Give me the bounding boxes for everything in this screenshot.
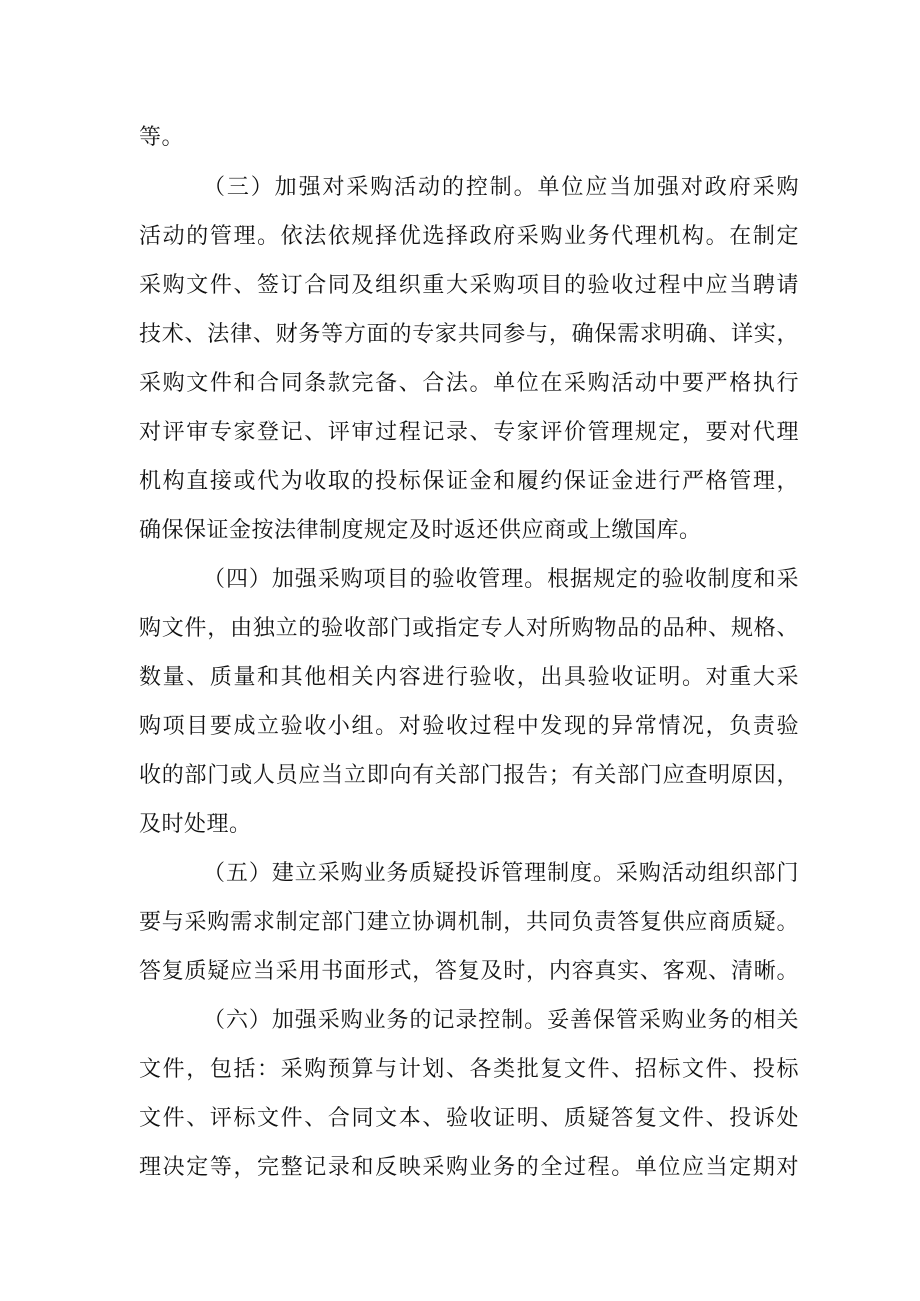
paragraph-line: 活动的管理。依法依规择优选择政府采购业务代理机构。在制定 bbox=[139, 224, 799, 249]
paragraph-line: 收的部门或人员应当立即向有关部门报告；有关部门应查明原因， bbox=[139, 763, 799, 788]
paragraph-line: （三）加强对采购活动的控制。单位应当加强对政府采购 bbox=[203, 175, 799, 200]
paragraph-line: 技术、法律、财务等方面的专家共同参与，确保需求明确、详实， bbox=[139, 322, 799, 347]
paragraph-line: 购项目要成立验收小组。对验收过程中发现的异常情况，负责验 bbox=[139, 714, 799, 739]
paragraph-line: 及时处理。 bbox=[139, 812, 252, 837]
paragraph-line: 购文件，由独立的验收部门或指定专人对所购物品的品种、规格、 bbox=[139, 616, 799, 641]
paragraph-line: 机构直接或代为收取的投标保证金和履约保证金进行严格管理， bbox=[139, 469, 799, 494]
paragraph-line: 确保保证金按法律制度规定及时返还供应商或上缴国库。 bbox=[139, 518, 702, 543]
paragraph-line: 采购文件和合同条款完备、合法。单位在采购活动中要严格执行 bbox=[139, 371, 799, 396]
paragraph-line: （四）加强采购项目的验收管理。根据规定的验收制度和采 bbox=[203, 567, 799, 592]
paragraph-line: 文件，包括：采购预算与计划、各类批复文件、招标文件、投标 bbox=[139, 1057, 799, 1082]
paragraph-line: 理决定等，完整记录和反映采购业务的全过程。单位应当定期对 bbox=[139, 1155, 799, 1180]
paragraph-line: （六）加强采购业务的记录控制。妥善保管采购业务的相关 bbox=[203, 1008, 799, 1033]
paragraph-line: 等。 bbox=[139, 125, 185, 150]
paragraph-line: 文件、评标文件、合同文本、验收证明、质疑答复文件、投诉处 bbox=[139, 1106, 799, 1131]
paragraph-line: （五）建立采购业务质疑投诉管理制度。采购活动组织部门 bbox=[203, 861, 799, 886]
paragraph-line: 答复质疑应当采用书面形式，答复及时，内容真实、客观、清晰。 bbox=[139, 959, 799, 984]
paragraph-line: 对评审专家登记、评审过程记录、专家评价管理规定，要对代理 bbox=[139, 420, 799, 445]
paragraph-line: 要与采购需求制定部门建立协调机制，共同负责答复供应商质疑。 bbox=[139, 910, 799, 935]
paragraph-line: 采购文件、签订合同及组织重大采购项目的验收过程中应当聘请 bbox=[139, 273, 799, 298]
paragraph-line: 数量、质量和其他相关内容进行验收，出具验收证明。对重大采 bbox=[139, 665, 799, 690]
